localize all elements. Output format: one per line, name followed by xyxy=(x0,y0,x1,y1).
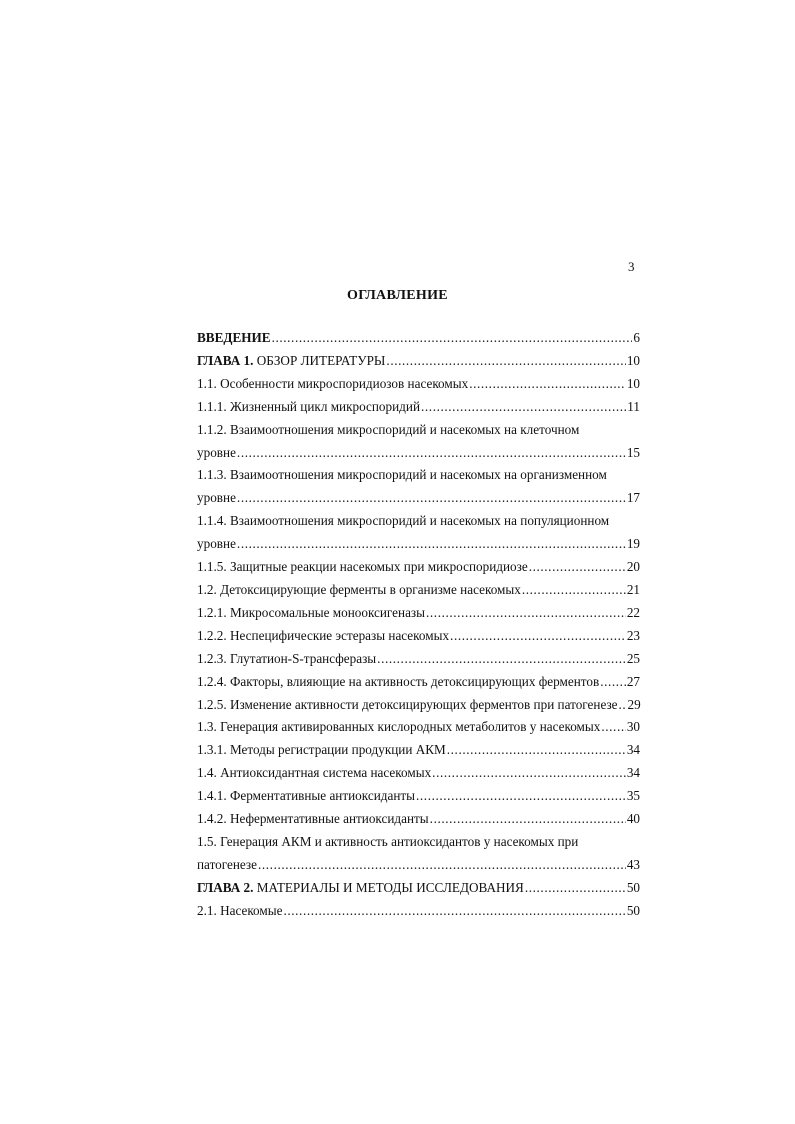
leader-dots xyxy=(432,762,626,785)
toc-page-number: 25 xyxy=(626,650,640,666)
toc-entry xyxy=(197,648,640,671)
toc-entry-title: 1.4.2. Неферментативные антиоксиданты xyxy=(197,811,429,827)
toc-entry-title: 1.3. Генерация активированных кислородных метаболитов у насекомых xyxy=(197,719,601,735)
toc-page-number: 20 xyxy=(626,559,640,575)
leader-dots xyxy=(430,808,626,831)
toc-entry xyxy=(197,694,640,717)
toc-page-number: 34 xyxy=(626,742,640,758)
leader-dots xyxy=(237,442,626,465)
leader-dots xyxy=(522,579,626,602)
toc-entry-title-continued: уровне xyxy=(197,536,236,552)
toc-entry-introduction xyxy=(197,327,640,350)
toc-entry-title: 1.3.1. Методы регистрации продукции АКМ xyxy=(197,742,446,758)
leader-dots xyxy=(529,556,626,579)
toc-entry xyxy=(197,808,640,831)
toc-entry-title-continued: патогенезе xyxy=(197,856,257,872)
toc-entry-title: 2.1. Насекомые xyxy=(197,902,283,918)
leader-dots xyxy=(619,694,627,717)
toc-page-number: 11 xyxy=(627,398,640,414)
toc-entry xyxy=(197,510,640,556)
toc-page-number: 10 xyxy=(626,375,640,391)
toc-entry xyxy=(197,373,640,396)
toc-entry-title: 1.1.3. Взаимоотношения микроспоридий и насекомых на организменном xyxy=(197,467,607,483)
toc-entry-title-continued: уровне xyxy=(197,444,236,460)
toc-page-number: 10 xyxy=(626,352,640,368)
toc-page-number: 19 xyxy=(626,536,640,552)
toc-page-number: 17 xyxy=(626,490,640,506)
toc-page-number: 15 xyxy=(626,444,640,460)
toc-entry-bold-title: ГЛАВА 1. xyxy=(197,352,254,368)
toc-entry-title: 1.1. Особенности микроспоридиозов насекомых xyxy=(197,375,469,391)
toc-entry xyxy=(197,831,640,877)
leader-dots xyxy=(283,900,625,923)
leader-dots xyxy=(469,373,626,396)
toc-entry xyxy=(197,579,640,602)
toc-entry-title: 1.1.5. Защитные реакции насекомых при микроспоридиозе xyxy=(197,559,528,575)
toc-page-number: 22 xyxy=(626,604,640,620)
toc-entry-title: 1.2.2. Неспецифические эстеразы насекомых xyxy=(197,627,450,643)
toc-entry xyxy=(197,464,640,510)
leader-dots xyxy=(447,739,626,762)
leader-dots xyxy=(377,648,626,671)
toc-page-number: 40 xyxy=(626,811,640,827)
leader-dots xyxy=(237,487,626,510)
toc-entry-title: 1.1.4. Взаимоотношения микроспоридий и насекомых на популяционном xyxy=(197,513,610,529)
toc-page-number: 35 xyxy=(626,788,640,804)
toc-page-number: 30 xyxy=(626,719,640,735)
toc-entry-title: 1.1.2. Взаимоотношения микроспоридий и насекомых на клеточном xyxy=(197,421,580,437)
page-title: ОГЛАВЛЕНИЕ xyxy=(347,288,448,303)
leader-dots xyxy=(237,533,626,556)
toc-entry-title-continued: уровне xyxy=(197,490,236,506)
toc-entry-title: ОБЗОР ЛИТЕРАТУРЫ xyxy=(253,352,386,368)
toc-entry-title: 1.2.1. Микросомальные монооксигеназы xyxy=(197,604,425,620)
toc-entry-title: МАТЕРИАЛЫ И МЕТОДЫ ИССЛЕДОВАНИЯ xyxy=(253,879,524,895)
toc-entry-title: 1.2. Детоксицирующие ферменты в организме насекомых xyxy=(197,581,521,597)
leader-dots xyxy=(450,625,626,648)
toc-page-number: 43 xyxy=(626,856,640,872)
toc-page-number: 34 xyxy=(626,765,640,781)
toc-entry-title: 1.4. Антиоксидантная система насекомых xyxy=(197,765,432,781)
toc-page-number: 50 xyxy=(626,879,640,895)
table-of-contents xyxy=(197,327,640,923)
toc-entry-chapter-1 xyxy=(197,350,640,373)
leader-dots xyxy=(600,671,626,694)
toc-page-number: 6 xyxy=(633,330,640,345)
toc-entry-chapter-2 xyxy=(197,877,640,900)
toc-entry-title: 1.5. Генерация АКМ и активность антиоксидантов у насекомых при xyxy=(197,833,579,849)
toc-entry xyxy=(197,671,640,694)
page-number: 3 xyxy=(628,259,635,274)
toc-entry xyxy=(197,556,640,579)
toc-page-number: 29 xyxy=(627,696,641,712)
toc-entry-title: 1.2.5. Изменение активности детоксицирующих ферментов при патогенезе xyxy=(197,696,618,712)
toc-entry xyxy=(197,602,640,625)
leader-dots xyxy=(601,716,625,739)
leader-dots xyxy=(416,785,626,808)
toc-page-number: 23 xyxy=(626,627,640,643)
toc-entry-title: 1.1.1. Жизненный цикл микроспоридий xyxy=(197,398,420,414)
leader-dots xyxy=(421,396,626,419)
toc-entry xyxy=(197,625,640,648)
toc-page-number: 27 xyxy=(626,673,640,689)
toc-entry-bold-title: ВВЕДЕНИЕ xyxy=(197,330,271,345)
toc-entry xyxy=(197,785,640,808)
toc-entry xyxy=(197,396,640,419)
toc-entry-title: 1.4.1. Ферментативные антиоксиданты xyxy=(197,788,415,804)
toc-entry-title: 1.2.3. Глутатион-S-трансферазы xyxy=(197,650,377,666)
leader-dots xyxy=(386,350,625,373)
toc-page-number: 50 xyxy=(626,902,640,918)
leader-dots xyxy=(525,877,626,900)
toc-entry-bold-title: ГЛАВА 2. xyxy=(197,879,254,895)
toc-entry xyxy=(197,762,640,785)
toc-page-number: 21 xyxy=(626,581,640,597)
leader-dots xyxy=(272,327,633,350)
toc-entry-title: 1.2.4. Факторы, влияющие на активность детоксицирующих ферментов xyxy=(197,673,600,689)
leader-dots xyxy=(258,854,626,877)
toc-entry xyxy=(197,419,640,465)
leader-dots xyxy=(426,602,626,625)
toc-entry xyxy=(197,716,640,739)
toc-entry xyxy=(197,900,640,923)
toc-entry xyxy=(197,739,640,762)
